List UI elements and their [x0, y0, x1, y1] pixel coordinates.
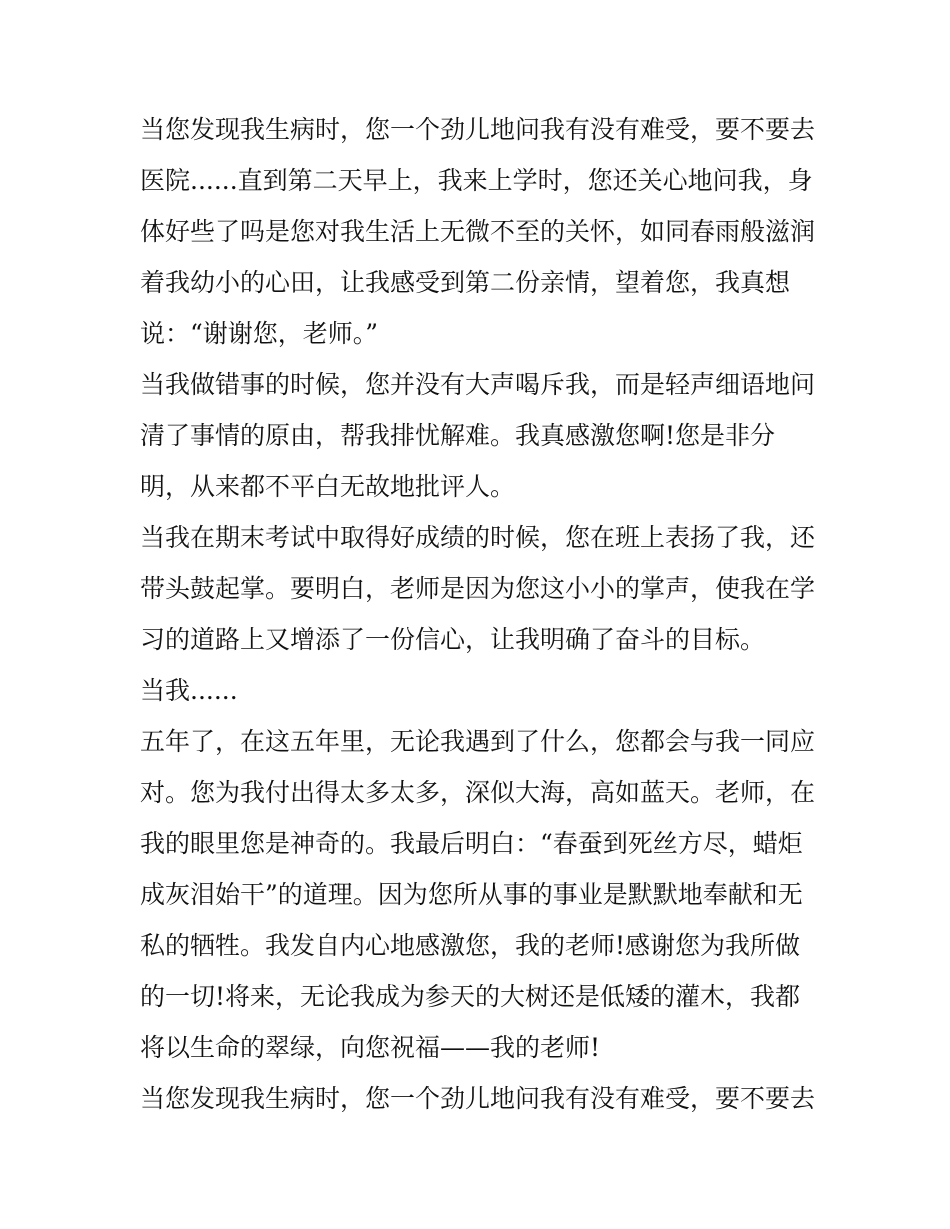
text-line: 当您发现我生病时，您一个劲儿地问我有没有难受，要不要去 — [140, 115, 816, 144]
text-line: 当我...... — [140, 676, 238, 705]
text-line: 的一切!将来，无论我成为参天的大树还是低矮的灌木，我都 — [140, 982, 801, 1011]
text-line: 成灰泪始干”的道理。因为您所从事的事业是默默地奉献和无 — [140, 880, 803, 909]
text-line: 我的眼里您是神奇的。我最后明白：“春蚕到死丝方尽，蜡炬 — [140, 829, 803, 858]
text-line: 清了事情的原由，帮我排忧解难。我真感激您啊!您是非分 — [140, 421, 776, 450]
text-line: 说：“谢谢您，老师。” — [140, 319, 379, 348]
text-line: 当我做错事的时候，您并没有大声喝斥我，而是轻声细语地问 — [140, 370, 816, 399]
text-line: 私的牺牲。我发自内心地感激您，我的老师!感谢您为我所做 — [140, 931, 801, 960]
text-line: 对。您为我付出得太多太多，深似大海，高如蓝天。老师，在 — [140, 778, 816, 807]
text-line: 明，从来都不平白无故地批评人。 — [140, 472, 516, 501]
text-line: 当我在期末考试中取得好成绩的时候，您在班上表扬了我，还 — [140, 523, 816, 552]
text-line: 将以生命的翠绿，向您祝福——我的老师! — [140, 1033, 601, 1062]
text-line: 五年了，在这五年里，无论我遇到了什么，您都会与我一同应 — [140, 727, 816, 756]
text-line: 体好些了吗是您对我生活上无微不至的关怀，如同春雨般滋润 — [140, 217, 816, 246]
text-line: 医院......直到第二天早上，我来上学时，您还关心地问我，身 — [140, 166, 813, 195]
document-body — [140, 104, 820, 1124]
text-line: 着我幼小的心田，让我感受到第二份亲情，望着您，我真想 — [140, 268, 791, 297]
text-line: 当您发现我生病时，您一个劲儿地问我有没有难受，要不要去 — [140, 1084, 816, 1113]
text-line: 带头鼓起掌。要明白，老师是因为您这小小的掌声，使我在学 — [140, 574, 816, 603]
text-line: 习的道路上又增添了一份信心，让我明确了奋斗的目标。 — [140, 625, 766, 654]
